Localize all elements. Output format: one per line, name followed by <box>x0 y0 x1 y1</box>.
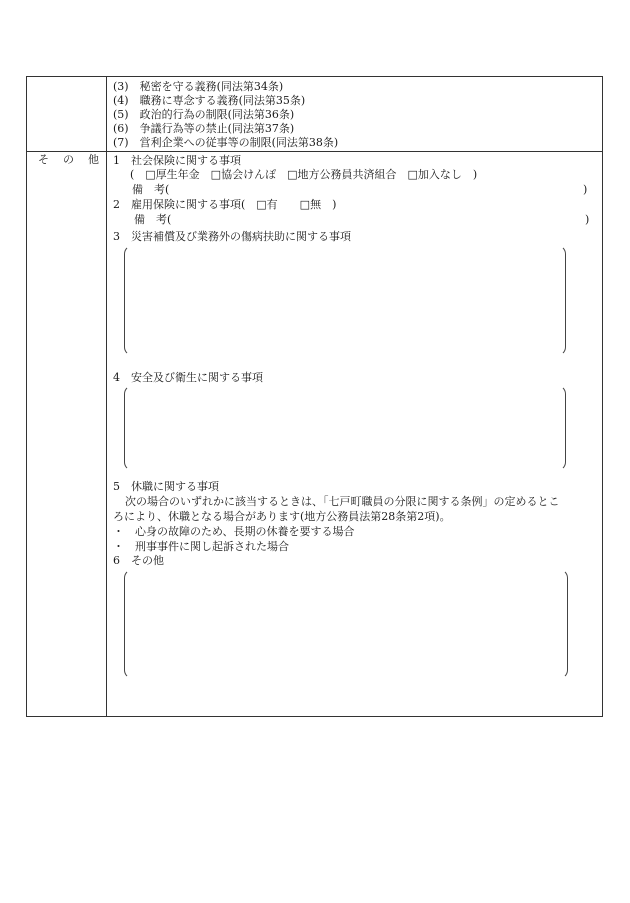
section-5-bullet-1: ・ 心身の故障のため、長期の休養を要する場合 <box>113 525 355 538</box>
duty-item-3: (3) 秘密を守る義務(同法第34条) <box>113 80 284 93</box>
section-2-remarks: 備 考( <box>134 213 172 226</box>
duty-item-6: (6) 争議行為等の禁止(同法第37条) <box>113 122 295 135</box>
duty-item-4: (4) 職務に専念する義務(同法第35条) <box>113 94 306 107</box>
column-divider <box>106 76 107 717</box>
section-4-entry-box[interactable] <box>124 385 566 471</box>
section-4-title: 4 安全及び衛生に関する事項 <box>113 371 263 384</box>
row-divider <box>26 151 603 152</box>
section-5-bullet-2: ・ 刑事事件に関し起訴された場合 <box>113 540 289 553</box>
section-6-title: 6 その他 <box>113 554 164 567</box>
section-3-title: 3 災害補償及び業務外の傷病扶助に関する事項 <box>113 230 351 243</box>
section-5-title: 5 休職に関する事項 <box>113 480 219 493</box>
social-insurance-options: ( □厚生年金 □協会けんぽ □地方公務員共済組合 □加入なし ) <box>130 168 478 181</box>
section-1-title: 1 社会保険に関する事項 <box>113 154 241 167</box>
duty-item-5: (5) 政治的行為の制限(同法第36条) <box>113 108 295 121</box>
section-1-remarks-close: ) <box>583 183 588 196</box>
section-5-text-line-2: ろにより、休職となる場合があります(地方公務員法第28条第2項)。 <box>113 510 451 523</box>
section-1-remarks: 備 考( <box>132 183 170 196</box>
section-2-title: 2 雇用保険に関する事項( □有 □無 ) <box>113 198 337 211</box>
duty-item-7: (7) 営利企業への従事等の制限(同法第38条) <box>113 136 339 149</box>
section-3-entry-box[interactable] <box>124 245 566 356</box>
row-label-other: その他 <box>38 153 113 166</box>
section-2-remarks-close: ) <box>585 213 590 226</box>
section-6-entry-box[interactable] <box>124 569 568 679</box>
section-5-text-line-1: 次の場合のいずれかに該当するときは、「七戸町職員の分限に関する条例」の定めるとこ <box>125 495 560 508</box>
